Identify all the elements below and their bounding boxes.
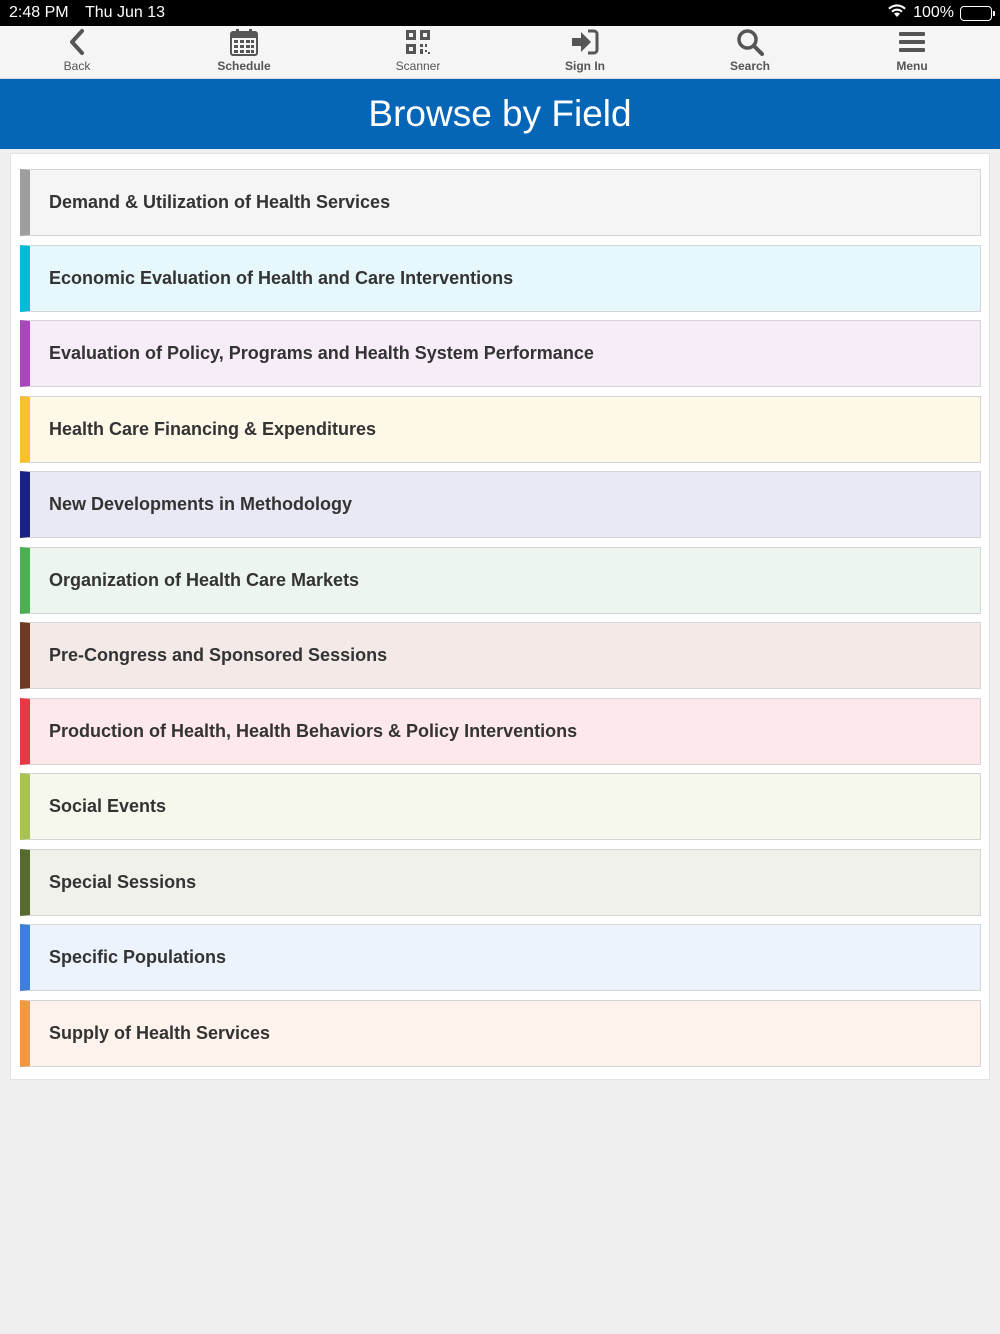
field-item[interactable] — [20, 547, 981, 614]
field-item[interactable] — [20, 396, 981, 463]
field-item[interactable] — [20, 245, 981, 312]
field-label: New Developments in Methodology — [49, 494, 353, 514]
search-button[interactable] — [700, 26, 800, 79]
field-label: Pre-Congress and Sponsored Sessions — [49, 645, 388, 665]
calendar-icon — [230, 26, 258, 58]
status-date: Thu Jun 13 — [85, 4, 166, 21]
menu-label: Menu — [896, 59, 928, 73]
sign-in-button[interactable] — [535, 26, 635, 79]
scanner-label: Scanner — [395, 59, 441, 73]
field-item[interactable] — [20, 622, 981, 689]
field-item[interactable] — [20, 698, 981, 765]
search-label: Search — [729, 59, 771, 73]
scanner-button[interactable] — [368, 26, 468, 79]
field-label: Evaluation of Policy, Programs and Health System Performance — [49, 343, 594, 363]
status-bar — [0, 0, 1000, 26]
menu-button[interactable] — [862, 26, 962, 79]
back-button[interactable] — [27, 26, 127, 79]
schedule-label: Schedule — [217, 59, 271, 73]
status-right — [887, 3, 992, 23]
field-item[interactable] — [20, 773, 981, 840]
field-label: Social Events — [49, 796, 167, 816]
field-label: Demand & Utilization of Health Services — [49, 192, 391, 212]
sign-in-icon — [571, 26, 599, 58]
search-icon — [736, 26, 764, 58]
field-item[interactable] — [20, 849, 981, 916]
field-label: Production of Health, Health Behaviors & Policy Interventions — [49, 721, 578, 741]
sign-in-label: Sign In — [565, 59, 605, 73]
battery-percent: 100% — [913, 4, 954, 21]
wifi-icon — [887, 3, 907, 23]
field-label: Organization of Health Care Markets — [49, 570, 360, 590]
field-item[interactable] — [20, 169, 981, 236]
field-label: Specific Populations — [49, 947, 227, 967]
field-label: Supply of Health Services — [49, 1023, 271, 1043]
field-item[interactable] — [20, 924, 981, 991]
hamburger-icon — [898, 26, 926, 58]
page-title: Browse by Field — [368, 93, 632, 134]
battery-icon — [960, 6, 992, 21]
field-label: Health Care Financing & Expenditures — [49, 419, 377, 439]
qr-code-icon — [405, 26, 431, 58]
page-title-bar — [0, 79, 1000, 149]
field-item[interactable] — [20, 1000, 981, 1067]
toolbar — [0, 26, 1000, 79]
chevron-left-icon — [67, 26, 87, 58]
field-label: Economic Evaluation of Health and Care Interventions — [49, 268, 514, 288]
back-label: Back — [63, 59, 91, 73]
field-label: Special Sessions — [49, 872, 197, 892]
field-item[interactable] — [20, 320, 981, 387]
field-item[interactable] — [20, 471, 981, 538]
field-list — [10, 153, 990, 1080]
status-time: 2:48 PM — [9, 4, 69, 21]
schedule-button[interactable] — [194, 26, 294, 79]
